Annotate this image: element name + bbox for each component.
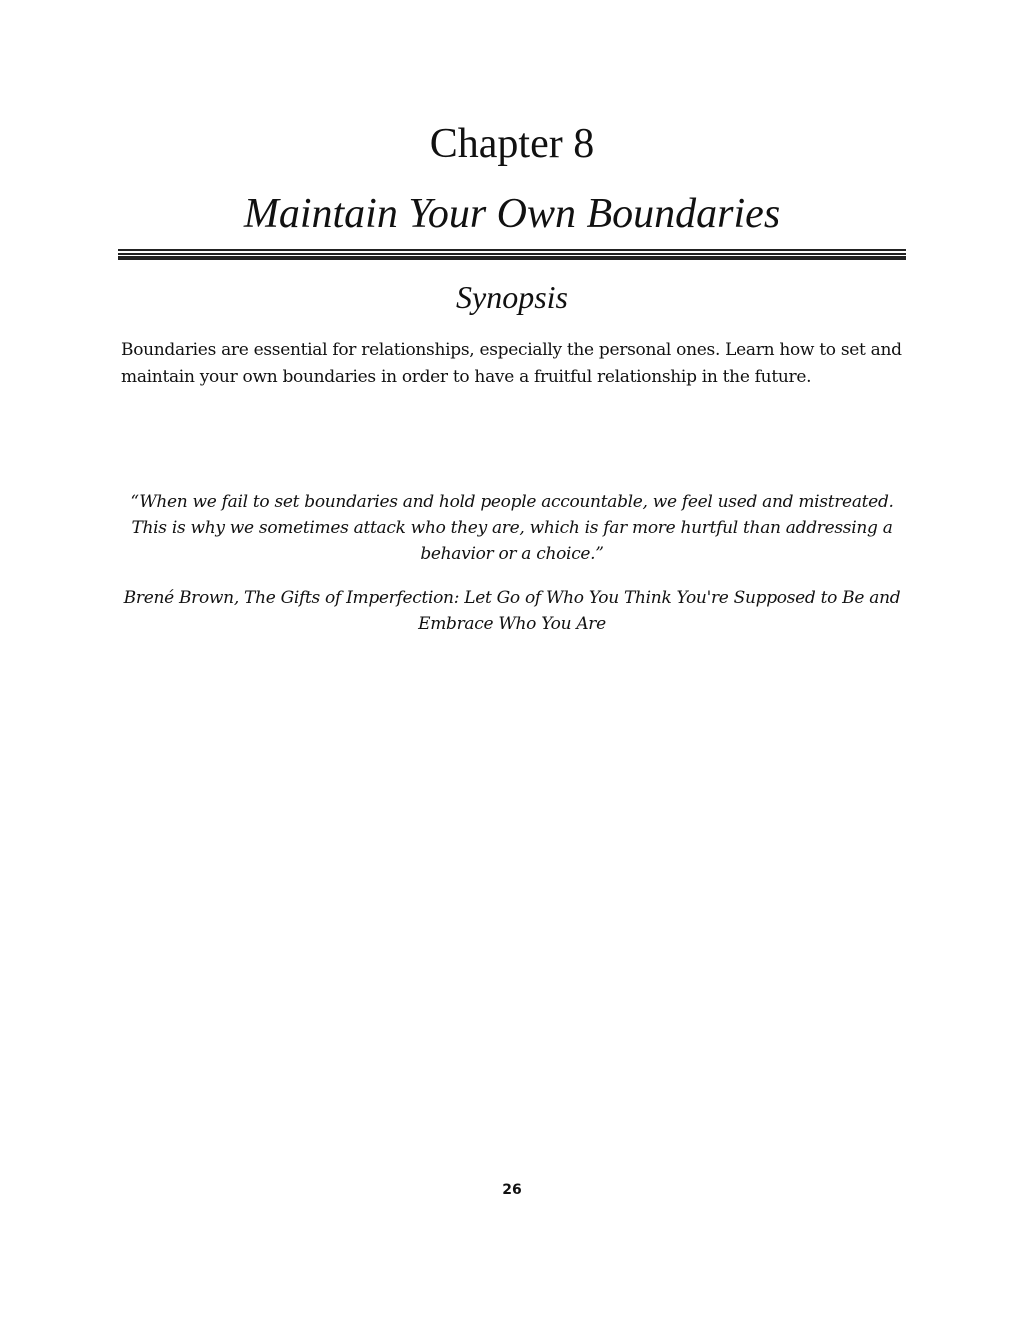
synopsis-text: Boundaries are essential for relationships, especially the personal ones. Learn how to set and maintain your own boundaries in order to have a fruitful relationship in the future. [121, 340, 902, 387]
title-divider [118, 249, 906, 260]
chapter-title: Maintain Your Own Boundaries [243, 191, 781, 237]
page-number: 26 [502, 1182, 522, 1198]
synopsis-heading: Synopsis [456, 279, 568, 315]
epigraph-quote: “When we fail to set boundaries and hold people accountable, we feel used and mistreated. This is why we sometimes attack who they are, which is far more hurtful than addressing a behavior or a choice.” [130, 492, 894, 564]
epigraph-attribution: Brené Brown, The Gifts of Imperfection: Let Go of Who You Think You're Supposed to Be and Embrace Who You Are [123, 588, 901, 634]
title-divider-inner-line [118, 253, 906, 255]
chapter-number: Chapter 8 [429, 121, 595, 167]
